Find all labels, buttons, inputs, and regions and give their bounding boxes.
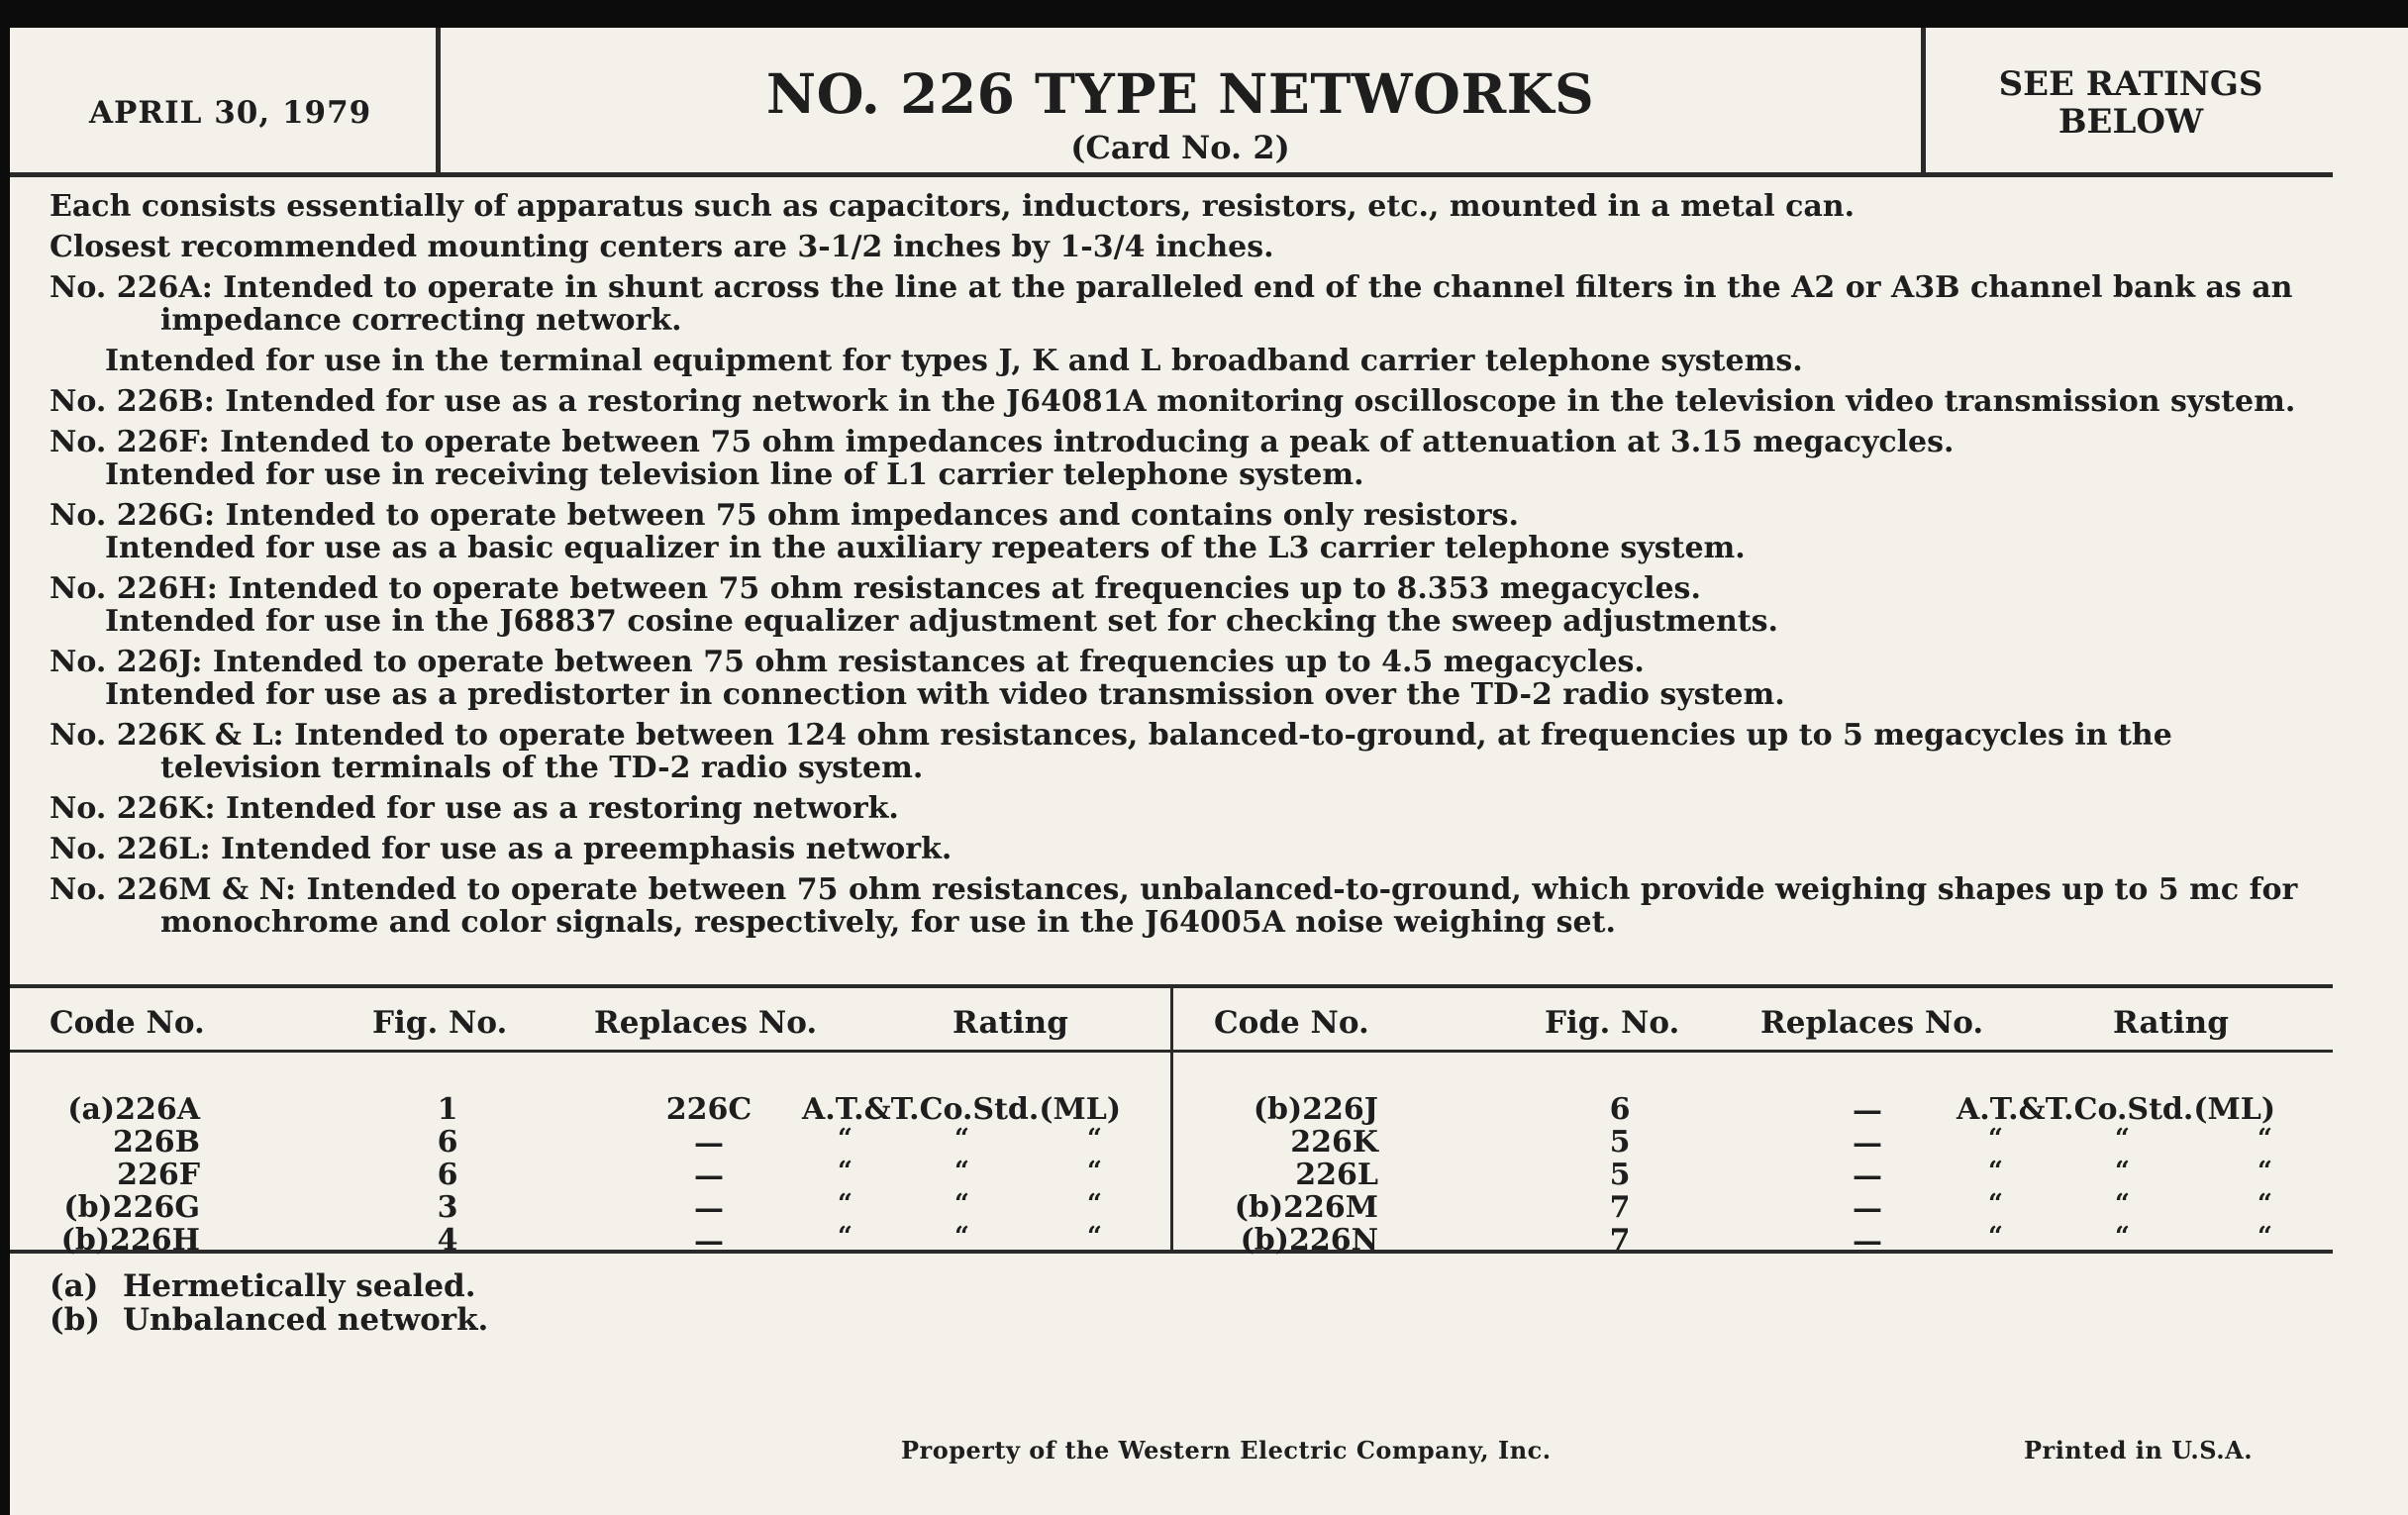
code-cell: (a)226A bbox=[67, 1092, 200, 1127]
ditto-mark: “ bbox=[2258, 1157, 2272, 1186]
replaces-cell: 226C bbox=[665, 1092, 752, 1127]
fig-cell: 3 bbox=[437, 1190, 458, 1225]
card-date: APRIL 30, 1979 bbox=[89, 95, 372, 131]
ditto-mark: “ bbox=[838, 1222, 853, 1252]
description-paragraph: Each consists essentially of apparatus such as capacitors, inductors, resistors, etc., mounted in a metal can. bbox=[50, 189, 1856, 224]
fig-cell: 6 bbox=[437, 1125, 458, 1160]
replaces-cell: — bbox=[694, 1191, 724, 1226]
description-paragraph: Closest recommended mounting centers are 3-1/2 inches by 1-3/4 inches. bbox=[50, 230, 1274, 264]
column-header-replaces: Replaces No. bbox=[594, 1005, 818, 1041]
header-title-cell bbox=[438, 28, 1923, 172]
description-paragraph: No. 226L: Intended for use as a preemphasis network. bbox=[50, 832, 953, 866]
replaces-cell: — bbox=[1853, 1224, 1882, 1259]
header-date-cell bbox=[10, 28, 438, 172]
fig-cell: 5 bbox=[1609, 1158, 1631, 1192]
header-ratings-cell bbox=[1923, 28, 2339, 172]
code-cell: 226F bbox=[117, 1158, 200, 1192]
fig-cell: 7 bbox=[1609, 1190, 1631, 1225]
ditto-mark: “ bbox=[2115, 1189, 2130, 1219]
code-cell: (b)226G bbox=[63, 1190, 200, 1225]
fig-cell: 7 bbox=[1609, 1223, 1631, 1258]
column-header-code: Code No. bbox=[50, 1005, 205, 1041]
printed-notice: Printed in U.S.A. bbox=[2024, 1436, 2254, 1464]
footnote-a: (a) Hermetically sealed. bbox=[50, 1268, 476, 1304]
ditto-mark: “ bbox=[1087, 1222, 1102, 1252]
header-rule bbox=[10, 172, 2333, 177]
ratings-note bbox=[1923, 65, 2339, 141]
column-header-fig: Fig. No. bbox=[372, 1005, 508, 1041]
description-paragraph: No. 226G: Intended to operate between 75 ohm impedances and contains only resistors. bbox=[50, 498, 1519, 533]
fig-cell: 6 bbox=[1609, 1092, 1631, 1127]
description-paragraph: No. 226K: Intended for use as a restoring network. bbox=[50, 791, 899, 826]
ditto-mark: “ bbox=[2115, 1157, 2130, 1186]
replaces-cell: — bbox=[1853, 1126, 1882, 1161]
ratings-note-line2: BELOW bbox=[2057, 102, 2204, 142]
rating-cell: A.T.&T.Co.Std.(ML) bbox=[1956, 1092, 2276, 1127]
ratings-note-line1: SEE RATINGS bbox=[1998, 64, 2263, 104]
card-title: NO. 226 TYPE NETWORKS bbox=[765, 61, 1595, 126]
replaces-cell: — bbox=[1853, 1191, 1882, 1226]
description-paragraph: Intended for use in the terminal equipment for types J, K and L broadband carrier telephone systems. bbox=[105, 344, 1803, 378]
code-cell: (b)226M bbox=[1234, 1190, 1378, 1225]
replaces-cell: — bbox=[1853, 1093, 1882, 1128]
fig-cell: 5 bbox=[1609, 1125, 1631, 1160]
description-paragraph: No. 226F: Intended to operate between 75 ohm impedances introducing a peak of attenuation at 3.15 megacycles. bbox=[50, 425, 1955, 459]
description-paragraph: Intended for use in receiving television line of L1 carrier telephone system. bbox=[105, 457, 1364, 492]
ditto-mark: “ bbox=[838, 1189, 853, 1219]
code-cell: (b)226N bbox=[1240, 1223, 1378, 1258]
ditto-mark: “ bbox=[1087, 1189, 1102, 1219]
ditto-mark: “ bbox=[1087, 1124, 1102, 1154]
description-paragraph: No. 226M & N: Intended to operate between 75 ohm resistances, unbalanced-to-ground, which provide weighing shapes up to 5 mc for monochrome and color signals, respectively, for use in the J64005A noise weighing set. bbox=[50, 872, 2298, 940]
description-block bbox=[50, 190, 2317, 947]
ditto-mark: “ bbox=[954, 1189, 969, 1219]
column-header-fig: Fig. No. bbox=[1545, 1005, 1680, 1041]
description-paragraph: Intended for use as a predistorter in connection with video transmission over the TD-2 radio system. bbox=[105, 677, 1785, 712]
replaces-cell: — bbox=[694, 1126, 724, 1161]
ditto-mark: “ bbox=[838, 1124, 853, 1154]
code-cell: 226L bbox=[1295, 1158, 1378, 1192]
code-cell: 226K bbox=[1290, 1125, 1378, 1160]
ditto-mark: “ bbox=[2115, 1222, 2130, 1252]
catalog-card bbox=[10, 28, 2408, 1515]
ditto-mark: “ bbox=[954, 1124, 969, 1154]
column-header-rating: Rating bbox=[2113, 1005, 2229, 1041]
code-cell: 226B bbox=[113, 1125, 200, 1160]
card-subtitle: (Card No. 2) bbox=[1070, 129, 1290, 166]
fig-cell: 1 bbox=[437, 1092, 458, 1127]
ditto-mark: “ bbox=[1087, 1157, 1102, 1186]
ditto-mark: “ bbox=[2258, 1124, 2272, 1154]
fig-cell: 4 bbox=[437, 1223, 458, 1258]
ditto-mark: “ bbox=[954, 1222, 969, 1252]
description-paragraph: No. 226K & L: Intended to operate between 124 ohm resistances, balanced-to-ground, at frequencies up to 5 megacycles in the television terminals of the TD-2 radio system. bbox=[50, 718, 2172, 785]
rating-cell: A.T.&T.Co.Std.(ML) bbox=[802, 1092, 1122, 1127]
ditto-mark: “ bbox=[954, 1157, 969, 1186]
replaces-cell: — bbox=[1853, 1159, 1882, 1193]
ditto-mark: “ bbox=[1988, 1157, 2003, 1186]
footnote-b: (b) Unbalanced network. bbox=[50, 1302, 489, 1338]
description-paragraph: No. 226H: Intended to operate between 75 ohm resistances at frequencies up to 8.353 megacycles. bbox=[50, 571, 1701, 606]
replaces-cell: — bbox=[694, 1159, 724, 1193]
property-notice: Property of the Western Electric Company, Inc. bbox=[901, 1436, 1552, 1464]
fig-cell: 6 bbox=[437, 1158, 458, 1192]
description-paragraph: No. 226B: Intended for use as a restoring network in the J64081A monitoring oscilloscope in the television video transmission system. bbox=[50, 384, 2296, 419]
column-header-replaces: Replaces No. bbox=[1760, 1005, 1984, 1041]
ditto-mark: “ bbox=[838, 1157, 853, 1186]
description-paragraph: No. 226J: Intended to operate between 75 ohm resistances at frequencies up to 4.5 megacycles. bbox=[50, 645, 1645, 679]
column-header-code: Code No. bbox=[1214, 1005, 1369, 1041]
ditto-mark: “ bbox=[2258, 1189, 2272, 1219]
ditto-mark: “ bbox=[1988, 1222, 2003, 1252]
ditto-mark: “ bbox=[1988, 1124, 2003, 1154]
code-cell: (b)226J bbox=[1253, 1092, 1378, 1127]
ditto-mark: “ bbox=[2115, 1124, 2130, 1154]
column-header-rating: Rating bbox=[953, 1005, 1068, 1041]
description-paragraph: Intended for use in the J68837 cosine equalizer adjustment set for checking the sweep adjustments. bbox=[105, 604, 1778, 639]
ditto-mark: “ bbox=[1988, 1189, 2003, 1219]
code-cell: (b)226H bbox=[60, 1223, 200, 1258]
footnotes bbox=[50, 1269, 488, 1337]
replaces-cell: — bbox=[694, 1224, 724, 1259]
ditto-mark: “ bbox=[2258, 1222, 2272, 1252]
description-paragraph: Intended for use as a basic equalizer in the auxiliary repeaters of the L3 carrier telephone system. bbox=[105, 531, 1746, 565]
description-paragraph: No. 226A: Intended to operate in shunt across the line at the paralleled end of the channel filters in the A2 or A3B channel bank as an impedance correcting network. bbox=[50, 270, 2293, 338]
table-center-divider bbox=[1170, 986, 1173, 1252]
